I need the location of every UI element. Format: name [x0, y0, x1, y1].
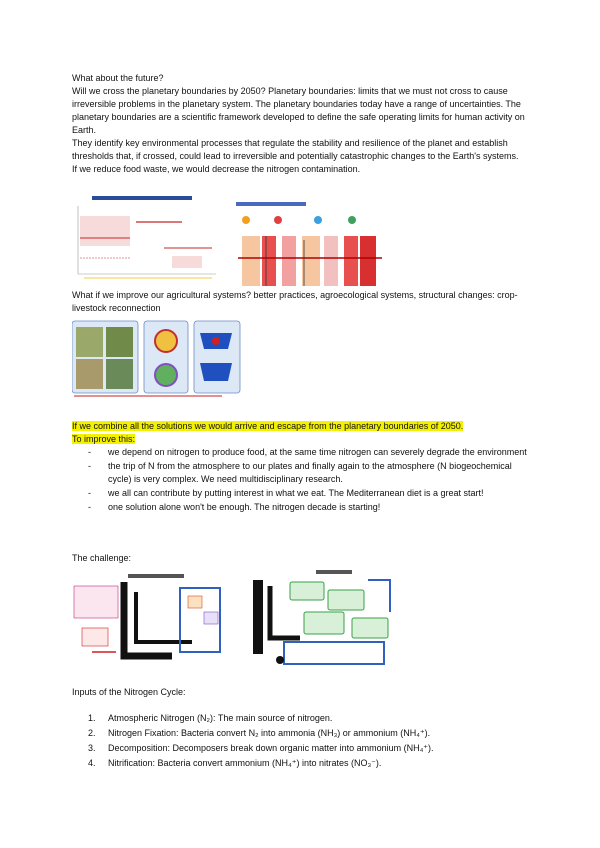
section-future	[72, 72, 528, 176]
nitrogen-inputs-list-container	[72, 712, 528, 772]
list-number: 2.	[88, 728, 96, 738]
list-text: Atmospheric Nitrogen (N₂): The main source of nitrogen.	[108, 713, 333, 723]
list-text: Nitrogen Fixation: Bacteria convert N₂ into ammonia (NH₃) or ammonium (NH₄⁺).	[108, 728, 431, 738]
list-item	[72, 712, 528, 725]
heading-future: What about the future?	[72, 73, 164, 83]
heading-nitrogen-inputs: Inputs of the Nitrogen Cycle:	[72, 687, 186, 697]
section-solutions	[72, 420, 528, 515]
food-waste-chart-right	[226, 196, 388, 288]
highlight-combine-solutions	[72, 420, 528, 433]
improvement-list	[72, 446, 528, 514]
highlight-text-1: If we combine all the solutions we would arrive and escape from the planetary boundaries of 2050.	[72, 421, 464, 431]
section-agriculture	[72, 289, 528, 315]
heading-challenge: The challenge:	[72, 553, 132, 563]
list-text: Decomposition: Decomposers break down organic matter into ammonium (NH₄⁺).	[108, 743, 434, 753]
nitrogen-flow-diagram-right	[240, 568, 400, 668]
list-item: - the trip of N from the atmosphere to our plates and finally again to the atmosphere (N biogeochemical cycle) is very complex. We need multidisciplinary research.	[72, 460, 528, 486]
paragraph-food-waste: If we reduce food waste, we would decrease the nitrogen contamination.	[72, 164, 361, 174]
nitrogen-flow-diagram-left	[72, 572, 228, 668]
list-item	[72, 757, 528, 770]
highlight-text-2: To improve this:	[72, 434, 136, 444]
paragraph-agricultural-systems: What if we improve our agricultural systems? better practices, agroecological systems, structural changes: crop-livestock reconnection	[72, 290, 518, 313]
list-item: - one solution alone won't be enough. The nitrogen decade is starting!	[72, 501, 528, 514]
list-item	[72, 742, 528, 755]
list-number: 3.	[88, 743, 96, 753]
list-item	[72, 727, 528, 740]
section-challenge	[72, 552, 528, 565]
paragraph-environmental-processes: They identify key environmental processes that regulate the stability and resilience of the planet and establish thresholds that, if crossed, could lead to irreversible and potentially catastrophic changes to the Earth's systems.	[72, 138, 519, 161]
section-nitrogen-inputs	[72, 686, 528, 699]
agricultural-systems-figure	[72, 319, 242, 399]
list-item: - we depend on nitrogen to produce food, at the same time nitrogen can severely degrade the environment	[72, 446, 528, 459]
highlight-to-improve	[72, 433, 528, 446]
list-number: 1.	[88, 713, 96, 723]
nitrogen-inputs-list	[72, 712, 528, 770]
list-number: 4.	[88, 758, 96, 768]
food-waste-chart-left	[72, 194, 218, 282]
paragraph-planetary-boundaries: Will we cross the planetary boundaries by 2050? Planetary boundaries: limits that we must not cross to cause irreversible problems in the planetary system. The planetary boundaries today have a range of uncertainties. The planetary boundaries are a scientific framework developed to define the safe operating limits for human activity on Earth.	[72, 86, 525, 135]
list-item: - we all can contribute by putting interest in what we eat. The Mediterranean diet is a great start!	[72, 487, 528, 500]
list-text: Nitrification: Bacteria convert ammonium (NH₄⁺) into nitrates (NO₃⁻).	[108, 758, 382, 768]
